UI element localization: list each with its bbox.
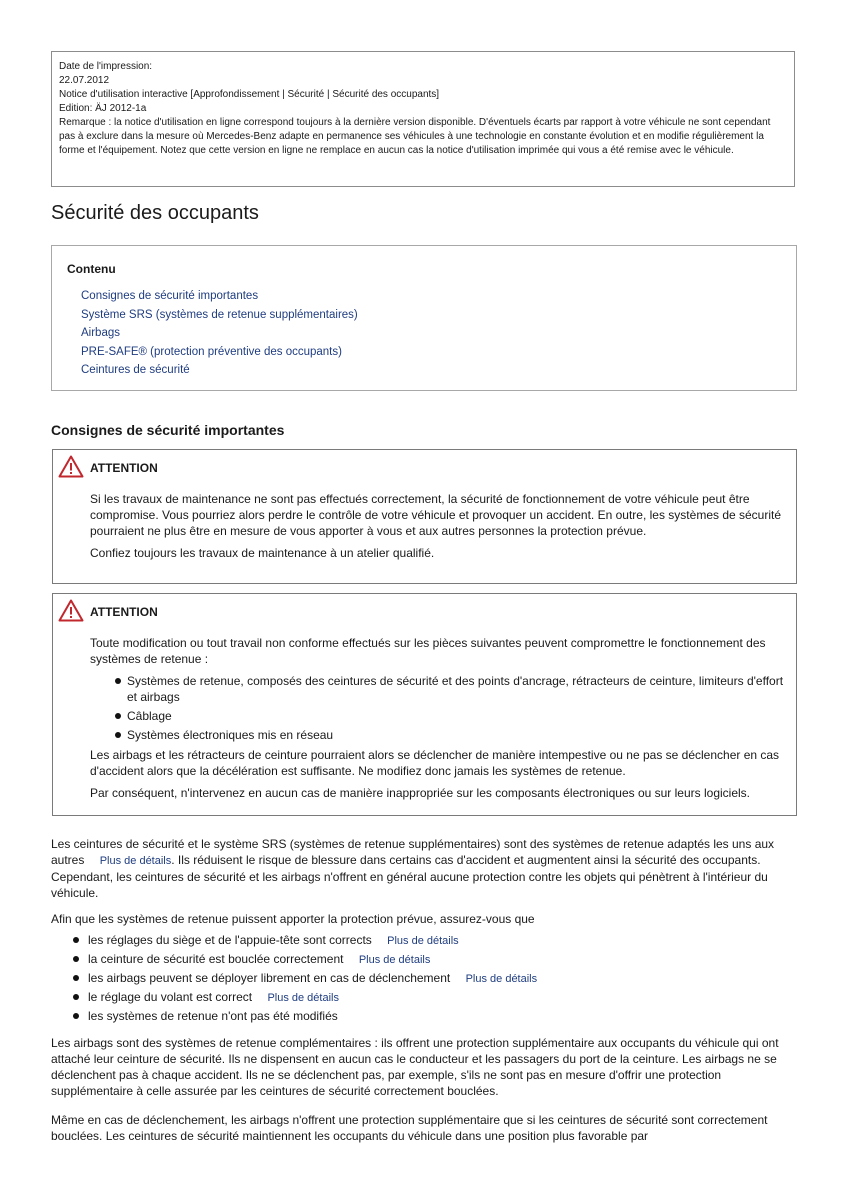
toc-link-safety-instructions[interactable]: Consignes de sécurité importantes	[81, 290, 259, 302]
paragraph-text: Les ceintures de sécurité et le système SRS (systèmes de retenue supplémentaires) sont des systèmes de retenue adaptés les uns aux autres	[51, 837, 775, 867]
warning-box	[52, 593, 797, 816]
warning-triangle-icon	[58, 599, 84, 622]
paragraph-text: . Ils réduisent le risque de blessure dans certains cas d'accident et augmentent ainsi la sécurité des occupants. Cependant, les ceintures de sécurité et les airbags n'offrent en général aucune protection contre les objets qui pénètrent à l'intérieur du véhicule.	[51, 853, 768, 900]
list-item-text: la ceinture de sécurité est bouclée correctement	[88, 952, 344, 966]
paragraph-airbags	[51, 1035, 797, 1099]
warning-body	[90, 635, 790, 807]
toc-heading: Contenu	[67, 262, 116, 276]
toc-link-airbags[interactable]: Airbags	[81, 327, 120, 339]
list-item	[51, 970, 797, 989]
conditions-intro: Afin que les systèmes de retenue puissent apporter la protection prévue, assurez-vous que	[51, 912, 535, 926]
print-info-box	[51, 51, 795, 187]
table-of-contents	[51, 245, 797, 391]
print-remark: Remarque : la notice d'utilisation en ligne correspond toujours à la dernière version disponible. D'éventuels écarts par rapport à votre véhicule ne sont cependant pas à exclure dans la mesure où Mercedes-Benz adapte en permanence ses véhicules à une technologie en constante évolution et en modifie régulièrement la forme et l'équipement. Notez que cette version en ligne ne remplace en aucun cas la notice d'utilisation imprimée qui vous a été remise avec le véhicule.	[59, 117, 771, 156]
warning-paragraph: Confiez toujours les travaux de maintenance à un atelier qualifié.	[90, 546, 435, 560]
warning-title: ATTENTION	[90, 605, 158, 619]
list-item: Systèmes électroniques mis en réseau	[90, 727, 790, 743]
list-item	[51, 932, 797, 951]
warning-triangle-icon	[58, 455, 84, 478]
list-item	[51, 989, 797, 1008]
list-item-text: les systèmes de retenue n'ont pas été modifiés	[88, 1009, 338, 1023]
toc-link-srs[interactable]: Système SRS (systèmes de retenue supplémentaires)	[81, 308, 358, 321]
print-date: 22.07.2012	[59, 75, 110, 86]
list-item-text: le réglage du volant est correct	[88, 990, 253, 1004]
list-item: Câblage	[90, 708, 790, 724]
toc-link-seat-belts[interactable]: Ceintures de sécurité	[81, 364, 190, 376]
conditions-section	[51, 911, 797, 1027]
paragraph-text: Même en cas de déclenchement, les airbags n'offrent une protection supplémentaire que si les ceintures de sécurité sont correctement bouclées. Les ceintures de sécurité maintiennent les occupants du véhicule dans une position plus favorable par	[51, 1113, 768, 1143]
toc-link-pre-safe[interactable]: PRE-SAFE® (protection préventive des occupants)	[81, 345, 342, 358]
warning-body	[90, 491, 790, 567]
warning-title: ATTENTION	[90, 461, 158, 475]
print-edition: Edition: ÄJ 2012-1a	[59, 103, 147, 114]
more-details-link[interactable]: Plus de détails	[358, 954, 431, 966]
more-details-link[interactable]: Plus de détails	[387, 935, 459, 947]
conditions-list	[51, 932, 797, 1027]
paragraph-last	[51, 1112, 797, 1144]
warning-paragraph: Par conséquent, n'intervenez en aucun cas de manière inappropriée sur les composants électroniques ou sur leurs logiciels.	[90, 786, 750, 800]
list-item	[51, 951, 797, 970]
list-item	[51, 1008, 797, 1027]
print-breadcrumb: Notice d'utilisation interactive [Approfondissement | Sécurité | Sécurité des occupants]	[59, 89, 440, 100]
more-details-link[interactable]: Plus de détails	[99, 855, 172, 867]
more-details-link[interactable]: Plus de détails	[267, 992, 339, 1004]
warning-bullet-list	[90, 673, 790, 743]
list-item: Systèmes de retenue, composés des ceintures de sécurité et des points d'ancrage, rétracteurs de ceinture, limiteurs d'effort et airbags	[90, 673, 790, 705]
list-item-text: les réglages du siège et de l'appuie-tête sont corrects	[88, 933, 372, 947]
page-title: Sécurité des occupants	[51, 202, 259, 224]
warning-paragraph: Les airbags et les rétracteurs de ceinture pourraient alors se déclencher de manière intempestive ou ne pas se déclencher en cas d'accident alors que la décélération est suffisante. Ne modifiez donc jamais les systèmes de retenue.	[90, 748, 780, 778]
warning-paragraph: Toute modification ou tout travail non conforme effectués sur les pièces suivantes peuvent compromettre le fonctionnement des systèmes de retenue :	[90, 636, 766, 666]
section-title: Consignes de sécurité importantes	[51, 422, 285, 438]
warning-paragraph: Si les travaux de maintenance ne sont pas effectués correctement, la sécurité de fonctionnement de votre véhicule peut être compromise. Vous pourriez alors perdre le contrôle de votre véhicule et provoquer un accident. En outre, les systèmes de sécurité pourraient ne plus être en mesure de vous apporter à vous et aux autres personnes la protection prévue.	[90, 492, 782, 538]
paragraph-restraint-systems	[51, 836, 797, 901]
warning-box	[52, 449, 797, 584]
list-item-text: les airbags peuvent se déployer librement en cas de déclenchement	[88, 971, 451, 985]
more-details-link[interactable]: Plus de détails	[465, 973, 538, 985]
print-date-label: Date de l'impression:	[59, 61, 153, 72]
paragraph-text: Les airbags sont des systèmes de retenue complémentaires : ils offrent une protection supplémentaire aux occupants du véhicule qui ont attaché leur ceinture de sécurité. Ils ne dispensent en aucun cas le conducteur et les passagers du port de la ceinture. Les airbags ne se déclenchent pas à chaque accident. Ils ne se déclenchent pas, par exemple, s'ils ne sont pas en mesure d'offrir une protection supplémentaire à celle assurée par les ceintures de sécurité correctement bouclées.	[51, 1036, 779, 1098]
